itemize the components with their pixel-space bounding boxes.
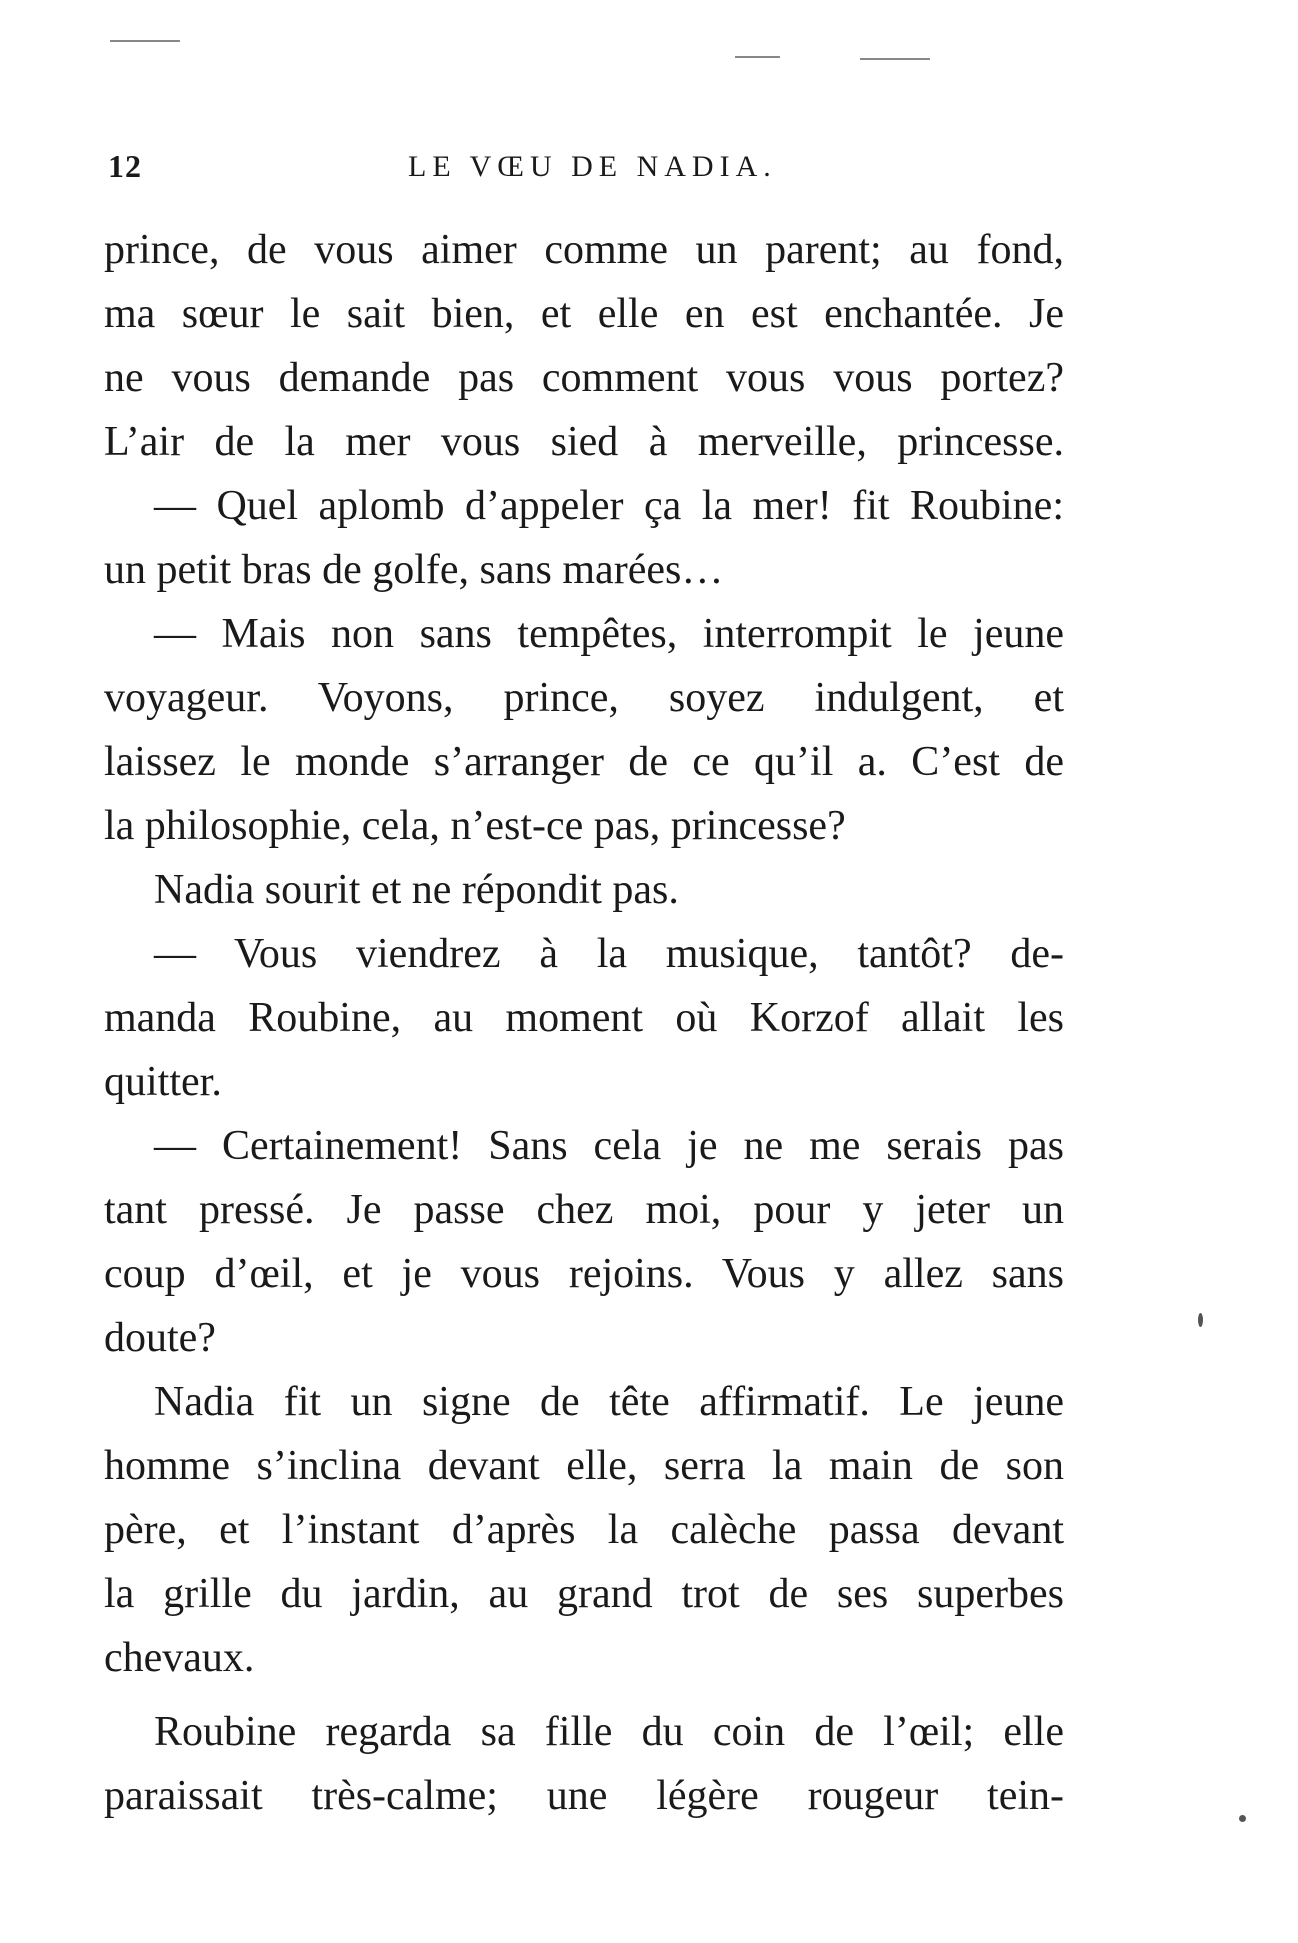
- text-line: tant pressé. Je passe chez moi, pour y jeter un: [104, 1187, 1064, 1233]
- text-line: un petit bras de golfe, sans marées…: [104, 547, 724, 593]
- text-line: la philosophie, cela, n’est-ce pas, princesse?: [104, 803, 846, 849]
- text-line: Roubine regarda sa fille du coin de l’œil; elle: [154, 1709, 1064, 1755]
- text-line: manda Roubine, au moment où Korzof allait les: [104, 995, 1064, 1041]
- scan-mark: [735, 56, 780, 58]
- text-line: paraissait très-calme; une légère rougeur tein-: [104, 1773, 1064, 1819]
- text-line: coup d’œil, et je vous rejoins. Vous y allez sans: [104, 1251, 1064, 1297]
- running-title: LE VŒU DE NADIA.: [408, 150, 777, 183]
- page-number: 12: [108, 148, 142, 184]
- scan-speck: [1198, 1313, 1203, 1327]
- text-line: doute?: [104, 1315, 216, 1361]
- text-line: laissez le monde s’arranger de ce qu’il a. C’est de: [104, 739, 1064, 785]
- body-text: [104, 218, 1064, 1828]
- text-line: chevaux.: [104, 1635, 255, 1681]
- text-line: voyageur. Voyons, prince, soyez indulgent, et: [104, 675, 1064, 721]
- text-line: — Quel aplomb d’appeler ça la mer! fit Roubine:: [154, 483, 1064, 529]
- page-header: [108, 148, 1058, 188]
- text-line: — Certainement! Sans cela je ne me serais pas: [154, 1123, 1064, 1169]
- scan-mark: [860, 58, 930, 60]
- text-line: — Mais non sans tempêtes, interrompit le jeune: [154, 611, 1064, 657]
- scan-speck: [1239, 1815, 1246, 1822]
- text-line: homme s’inclina devant elle, serra la main de son: [104, 1443, 1064, 1489]
- text-line: L’air de la mer vous sied à merveille, princesse.: [104, 419, 1064, 465]
- text-line: Nadia sourit et ne répondit pas.: [154, 867, 679, 913]
- text-line: Nadia fit un signe de tête affirmatif. Le jeune: [154, 1379, 1064, 1425]
- text-line: quitter.: [104, 1059, 222, 1105]
- text-line: — Vous viendrez à la musique, tantôt? de-: [154, 931, 1064, 977]
- text-line: père, et l’instant d’après la calèche passa devant: [104, 1507, 1064, 1553]
- text-line: ma sœur le sait bien, et elle en est enchantée. Je: [104, 291, 1064, 337]
- scan-mark: [110, 40, 180, 42]
- text-line: la grille du jardin, au grand trot de ses superbes: [104, 1571, 1064, 1617]
- text-line: ne vous demande pas comment vous vous portez?: [104, 355, 1064, 401]
- text-line: prince, de vous aimer comme un parent; au fond,: [104, 227, 1064, 273]
